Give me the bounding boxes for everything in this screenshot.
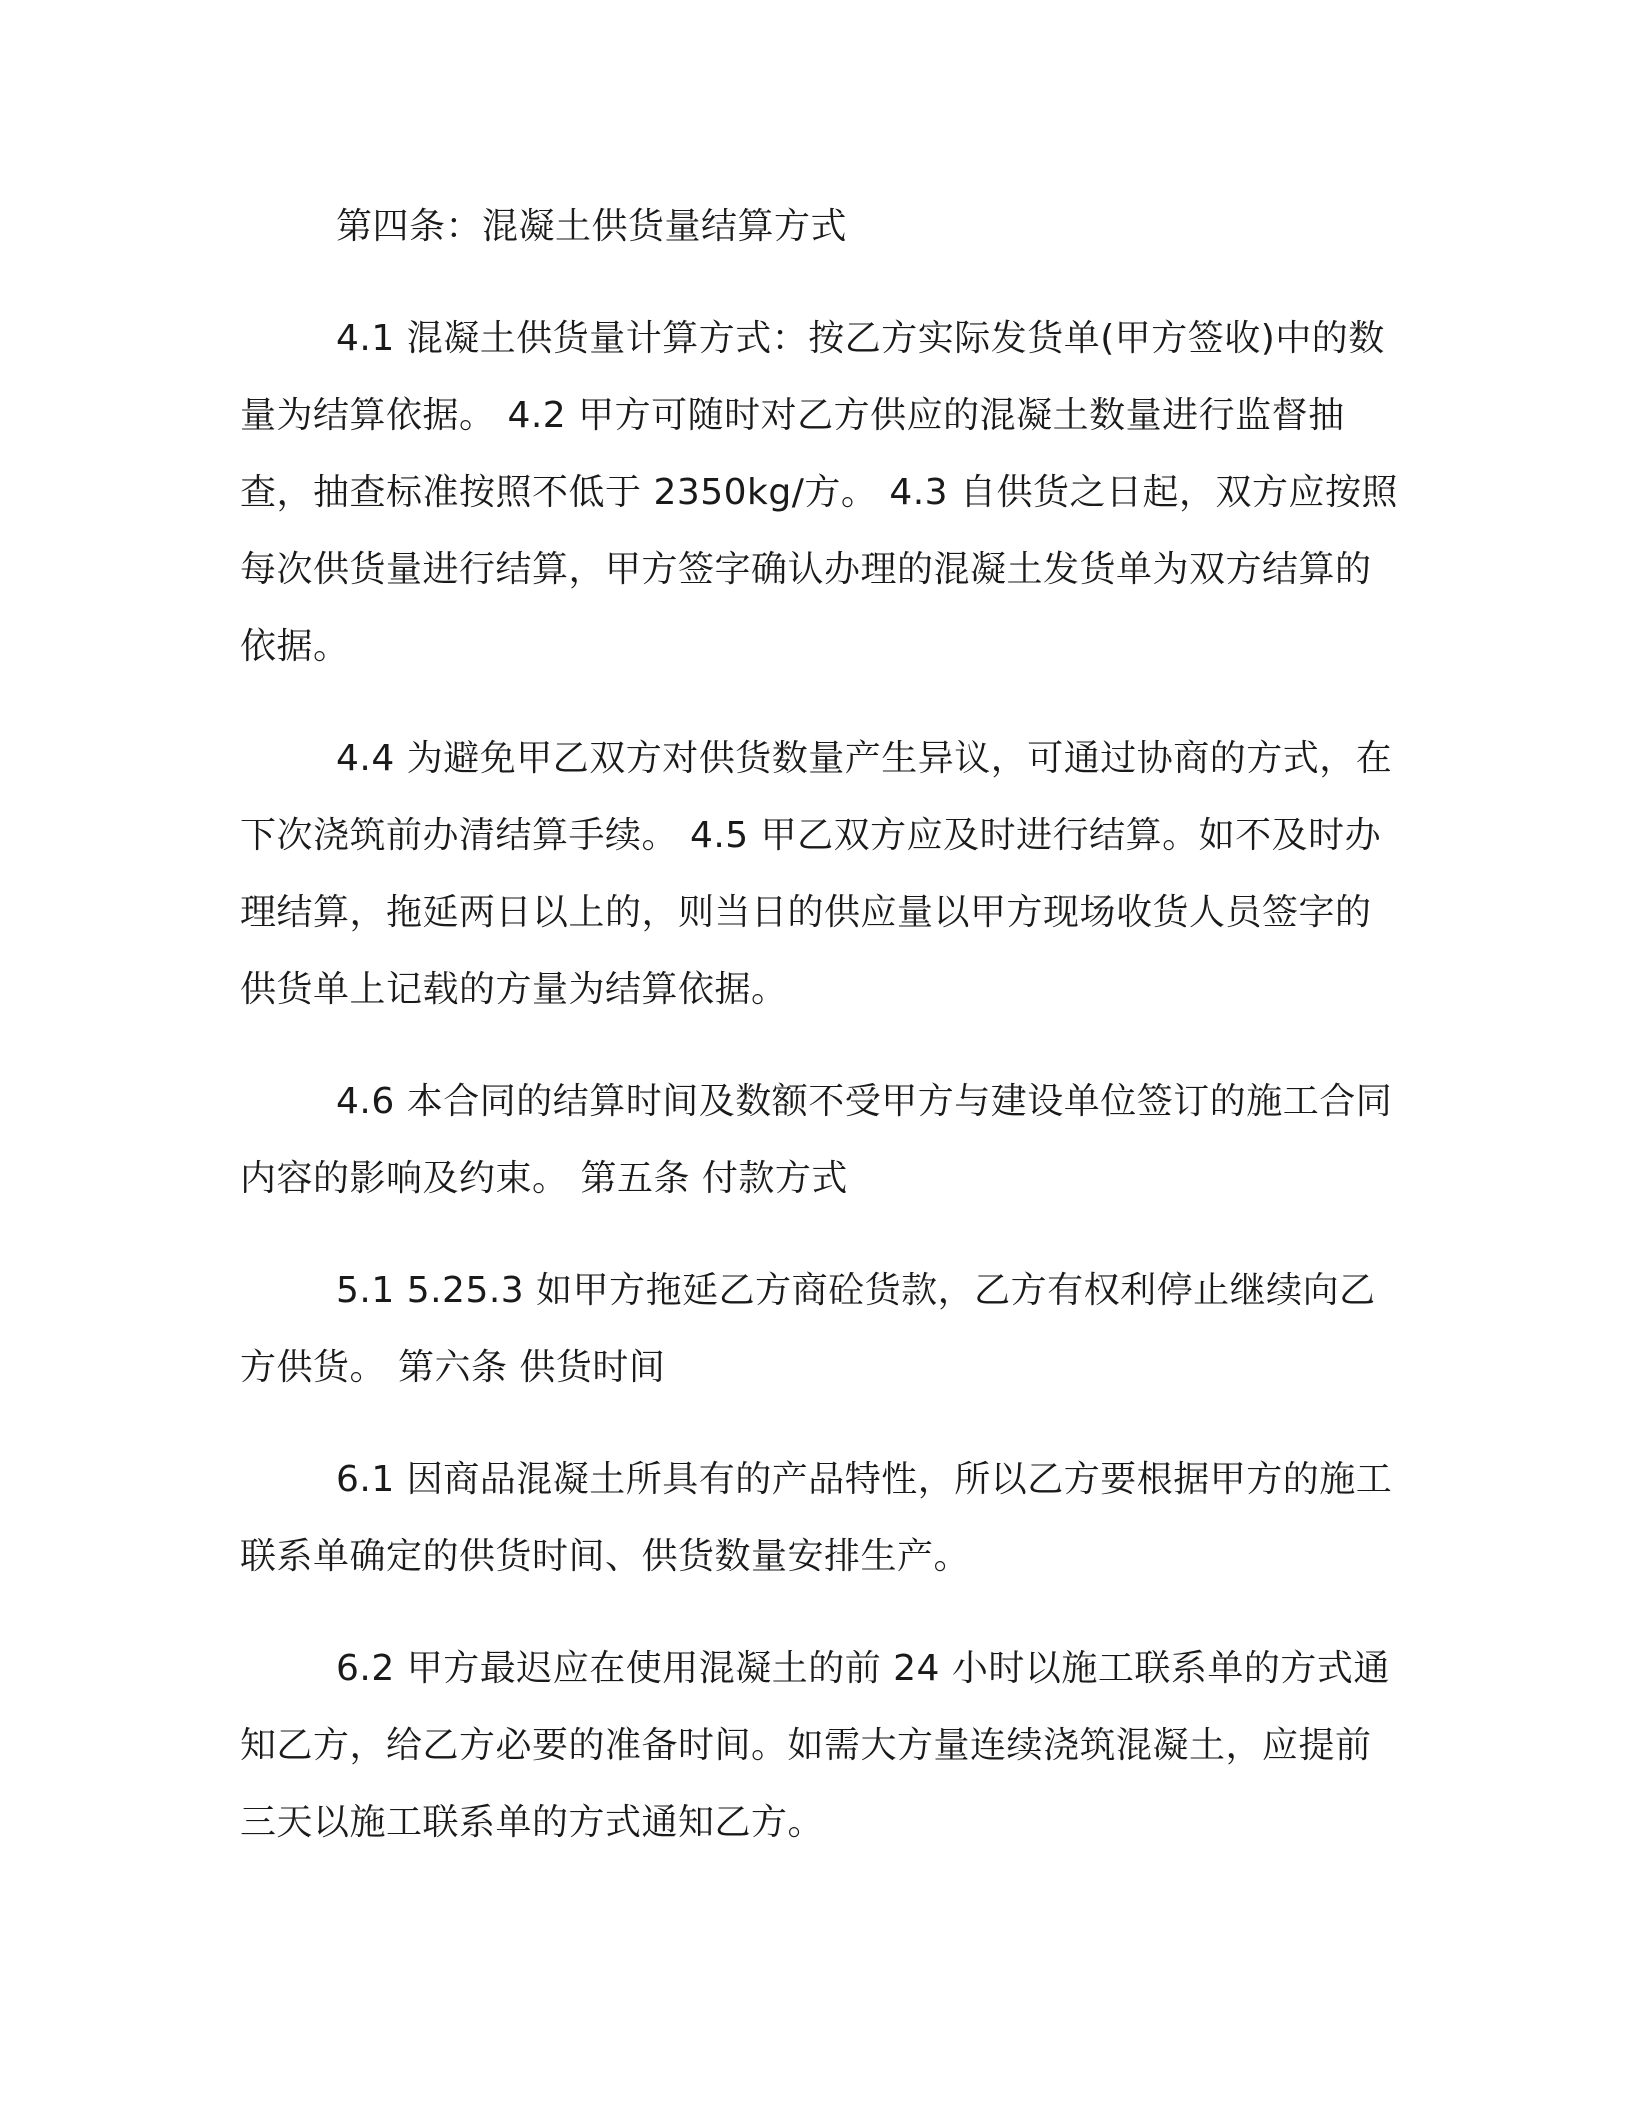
article-4-heading: 第四条：混凝土供货量结算方式 bbox=[336, 206, 848, 247]
paragraph-4-1-to-4-3: 4.1 混凝土供货量计算方式：按乙方实际发货单(甲方签收)中的数量为结算依据。 4.2 甲方可随时对乙方供应的混凝土数量进行监督抽查，抽查标准按照不低于 2350kg/方。 4.3 自供货之日起，双方应按照每次供货量进行结算，甲方签字确认办理的混凝土发货单为双方结算的依据。 bbox=[240, 318, 1399, 667]
paragraph-4-4-to-4-5: 4.4 为避免甲乙双方对供货数量产生异议，可通过协商的方式，在下次浇筑前办清结算手续。 4.5 甲乙双方应及时进行结算。如不及时办理结算，拖延两日以上的，则当日的供应量以甲方现场收货人员签字的供货单上记载的方量为结算依据。 bbox=[240, 738, 1393, 1010]
paragraph-4-6: 4.6 本合同的结算时间及数额不受甲方与建设单位签订的施工合同内容的影响及约束。 第五条 付款方式 bbox=[240, 1081, 1393, 1199]
paragraph-5-1: 5.1 5.25.3 如甲方拖延乙方商砼货款，乙方有权利停止继续向乙方供货。 第六条 供货时间 bbox=[240, 1270, 1376, 1388]
paragraph-6-1: 6.1 因商品混凝土所具有的产品特性，所以乙方要根据甲方的施工联系单确定的供货时间、供货数量安排生产。 bbox=[240, 1459, 1393, 1577]
document-body bbox=[240, 188, 1400, 1861]
paragraph-6-2: 6.2 甲方最迟应在使用混凝土的前 24 小时以施工联系单的方式通知乙方，给乙方必要的准备时间。如需大方量连续浇筑混凝土，应提前三天以施工联系单的方式通知乙方。 bbox=[240, 1648, 1390, 1843]
